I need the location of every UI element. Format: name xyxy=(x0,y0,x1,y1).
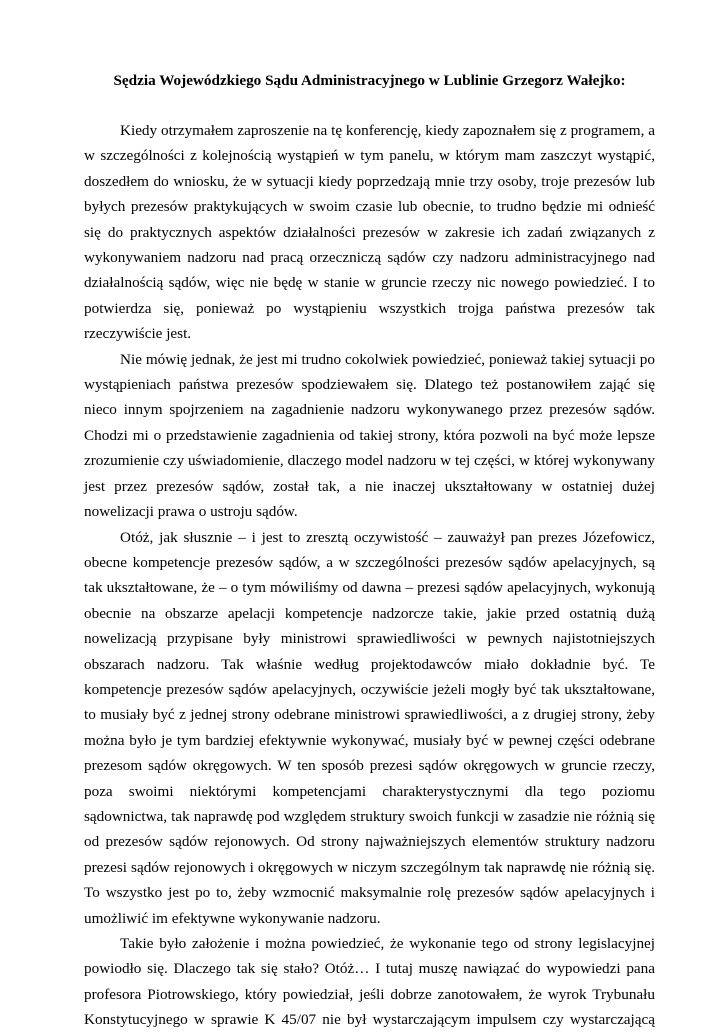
document-body xyxy=(84,118,655,1033)
paragraph: Takie było założenie i można powiedzieć, że wykonanie tego od strony legislacyjnej powiodło się. Dlaczego tak się stało? Otóż… I tutaj muszę nawiązać do wypowiedzi pana profesora Piotrowskiego, który powiedział, jeśli dobrze zanotowałem, że wyrok Trybunału Konstytucyjnego w sprawie K 45/07 nie był wystarczającym impulsem czy wystarczającą xyxy=(84,935,655,1029)
paragraph: Kiedy otrzymałem zaproszenie na tę konferencję, kiedy zapoznałem się z programem, a w szczególności z kolejnością wystąpień w tym panelu, w którym mam zaszczyt wystąpić, doszedłem do wniosku, że w sytuacji kiedy poprzedzają mnie trzy osoby, troje prezesów lub byłych prezesów praktykujących w swoim czasie lub obecnie, to trudno będzie mi odnieść się do praktycznych aspektów działalności prezesów w zakresie ich zadań związanych z wykonywaniem nadzoru nad pracą orzeczniczą sądów czy nadzoru administracyjnego nad działalnością sądów, więc nie będę w stanie w gruncie rzeczy nic nowego powiedzieć. I to potwierdza się, ponieważ po wystąpieniu wszystkich trojga państwa prezesów tak rzeczywiście jest. xyxy=(84,122,655,343)
paragraph: Otóż, jak słusznie – i jest to zresztą oczywistość – zauważył pan prezes Józefowicz, obecne kompetencje prezesów sądów, a w szczególności prezesów sądów apelacyjnych, są tak ukształtowane, że – o tym mówiliśmy od dawna – prezesi sądów apelacyjnych, wykonują obecnie na obszarze apelacji kompetencje nadzorcze takie, jakie przed ostatnią dużą nowelizacją przypisane były ministrowi sprawiedliwości w pewnych najistotniejszych obszarach nadzoru. Tak właśnie według projektodawców miało dokładnie być. Te kompetencje prezesów sądów apelacyjnych, oczywiście jeżeli mogły być tak ukształtowane, to musiały być z jednej strony odebrane ministrowi sprawiedliwości, a z drugiej strony, żeby można było je tym bardziej efektywnie wykonywać, musiały być w pewnej części odebrane prezesom sądów okręgowych. W ten sposób prezesi sądów okręgowych w gruncie rzeczy, poza swoimi niektórymi kompetencjami charakterystycznymi dla tego poziomu sądownictwa, tak naprawdę pod względem struktury swoich funkcji w zasadzie nie różnią się od prezesów sądów rejonowych. Od strony najważniejszych elementów struktury nadzoru prezesi sądów rejonowych i okręgowych w niczym szczególnym tak naprawdę nie różnią się. To wszystko jest po to, żeby wzmocnić maksymalnie rolę prezesów sądów apelacyjnych i umożliwić im efektywne wykonywanie nadzoru. xyxy=(84,528,655,927)
paragraph: Nie mówię jednak, że jest mi trudno cokolwiek powiedzieć, ponieważ takiej sytuacji po wystąpieniach państwa prezesów spodziewałem się. Dlatego też postanowiłem zająć się nieco innym spojrzeniem na zagadnienie nadzoru wykonywanego przez prezesów sądów. Chodzi mi o przedstawienie zagadnienia od takiej strony, która pozwoli na być może lepsze zrozumienie czy uświadomienie, dlaczego model nadzoru w tej części, w której wykonywany jest przez prezesów sądów, został tak, a nie inaczej ukształtowany w ostatniej dużej nowelizacji prawa o ustroju sądów. xyxy=(84,350,655,521)
document-title: Sędzia Wojewódzkiego Sądu Administracyjnego w Lublinie Grzegorz Wałejko: xyxy=(113,72,626,89)
